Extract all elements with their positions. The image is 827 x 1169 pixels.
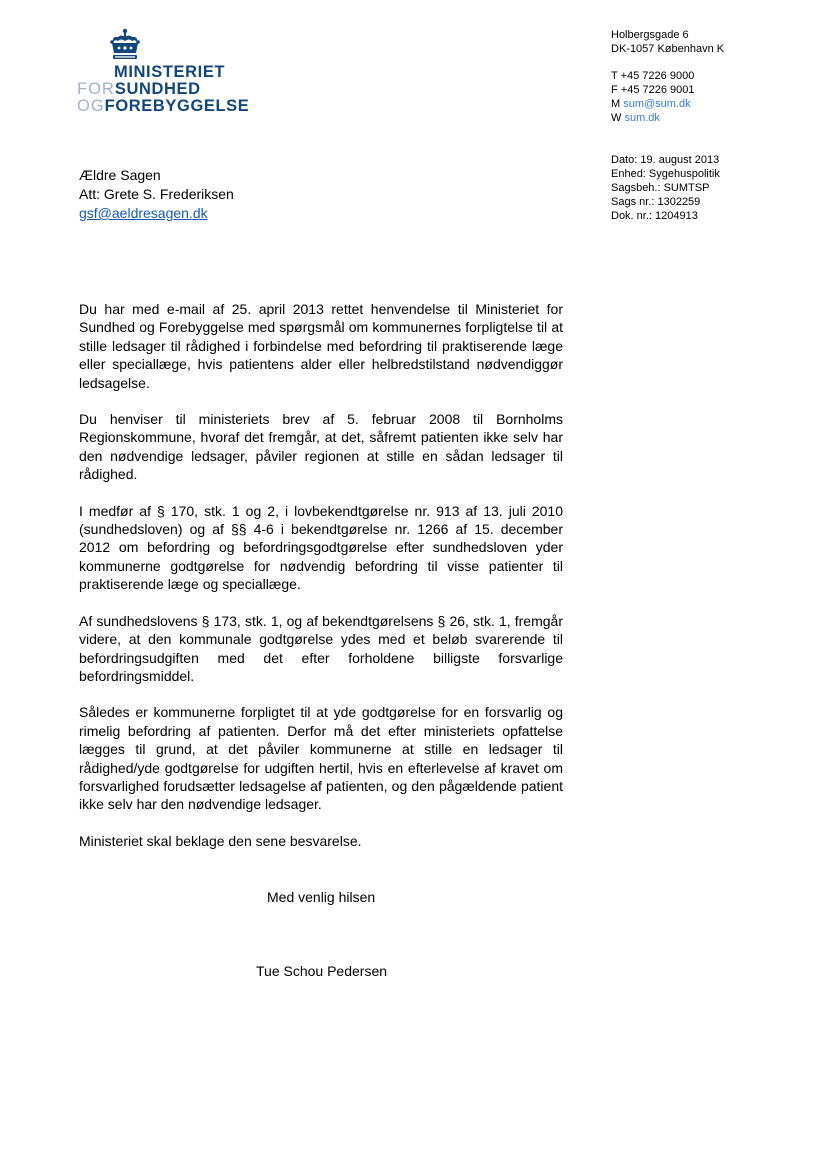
- sender-address: [611, 28, 724, 125]
- logo-sundhed-line: [77, 81, 201, 98]
- document-meta: [611, 153, 720, 223]
- sender-fax: F +45 7226 9001: [611, 84, 695, 96]
- logo-og: OG: [77, 97, 105, 115]
- recipient-org: Ældre Sagen: [79, 167, 161, 183]
- sender-web: W sum.dk: [611, 112, 660, 124]
- recipient-email-link[interactable]: gsf@aeldresagen.dk: [79, 205, 208, 221]
- logo-forebyggelse-line: [77, 98, 249, 115]
- crown-icon: [107, 28, 143, 62]
- paragraph-2: Du henviser til ministeriets brev af 5. februar 2008 til Bornholms Regionskommune, hvoraf det fremgår, at det, såfremt patienten ikke selv har den nødvendige ledsager, påviler regionen at stille en sådan ledsager til rådighed.: [79, 411, 563, 483]
- letter-body: [79, 300, 563, 868]
- sender-city: DK-1057 København K: [611, 43, 725, 55]
- paragraph-1: Du har med e-mail af 25. april 2013 rettet henvendelse til Ministeriet for Sundhed og Forebyggelse med spørgsmål om kommunernes forpligtelse til at stille ledsager til rådighed i forbindelse med befordring til praktiserende læge eller speciallæge, hvis patientens alder eller helbredstilstand nødvendiggør ledsagelse.: [79, 301, 563, 391]
- sender-street: Holbergsgade 6: [611, 29, 689, 41]
- sender-phone: T +45 7226 9000: [611, 70, 695, 82]
- meta-doc-no: Dok. nr.: 1204913: [611, 210, 698, 222]
- sender-mail: M sum@sum.dk: [611, 98, 691, 110]
- paragraph-6: Ministeriet skal beklage den sene besvarelse.: [79, 832, 362, 849]
- paragraph-4: Af sundhedslovens § 173, stk. 1, og af bekendtgørelsens § 26, stk. 1, fremgår videre, at den kommunale godtgørelse ydes med et beløb svarerende til befordringsudgiften med det efter forholdene billigste forsvarlige befordringsmiddel.: [79, 612, 563, 684]
- logo-ministeriet: MINISTERIET: [114, 63, 226, 81]
- logo-sundhed: SUNDHED: [114, 80, 201, 98]
- meta-caseworker: Sagsbeh.: SUMTSP: [611, 182, 710, 194]
- signer-name: Tue Schou Pedersen: [256, 963, 388, 979]
- closing-greeting: Med venlig hilsen: [267, 889, 376, 905]
- meta-unit: Enhed: Sygehuspolitik: [611, 168, 720, 180]
- sender-web-link[interactable]: sum.dk: [624, 112, 660, 124]
- recipient-attn: Att: Grete S. Frederiksen: [79, 186, 234, 202]
- sender-mail-link[interactable]: sum@sum.dk: [623, 98, 691, 110]
- paragraph-5: Således er kommunerne forpligtet til at yde godtgørelse for en forsvarlig og rimelig befordring af patienten. Derfor må det efter ministeriets opfattelse lægges til grund, at det påviler kommunerne at stille en ledsager til rådighed/yde godtgørelse for udgiften hertil, hvis en efterlevelse af kravet om forsvarlighed forudsætter ledsagelse af patienten, og den pågældende patient ikke selv har den nødvendige ledsager.: [79, 704, 563, 813]
- logo-for: FOR: [77, 80, 115, 98]
- logo-forebyggelse: FOREBYGGELSE: [104, 97, 250, 115]
- recipient-address: [79, 166, 234, 223]
- meta-date: Dato: 19. august 2013: [611, 154, 720, 166]
- ministry-logo: [77, 28, 267, 118]
- meta-case-no: Sags nr.: 1302259: [611, 196, 701, 208]
- paragraph-3: I medfør af § 170, stk. 1 og 2, i lovbekendtgørelse nr. 913 af 13. juli 2010 (sundhedsloven) og af §§ 4-6 i bekendtgørelse nr. 1266 af 15. december 2012 om befordring og befordringsgodtgørelse efter sundhedsloven yder kommunerne godtgørelse for nødvendig befordring til visse patienter til praktiserende læge og speciallæge.: [79, 502, 563, 593]
